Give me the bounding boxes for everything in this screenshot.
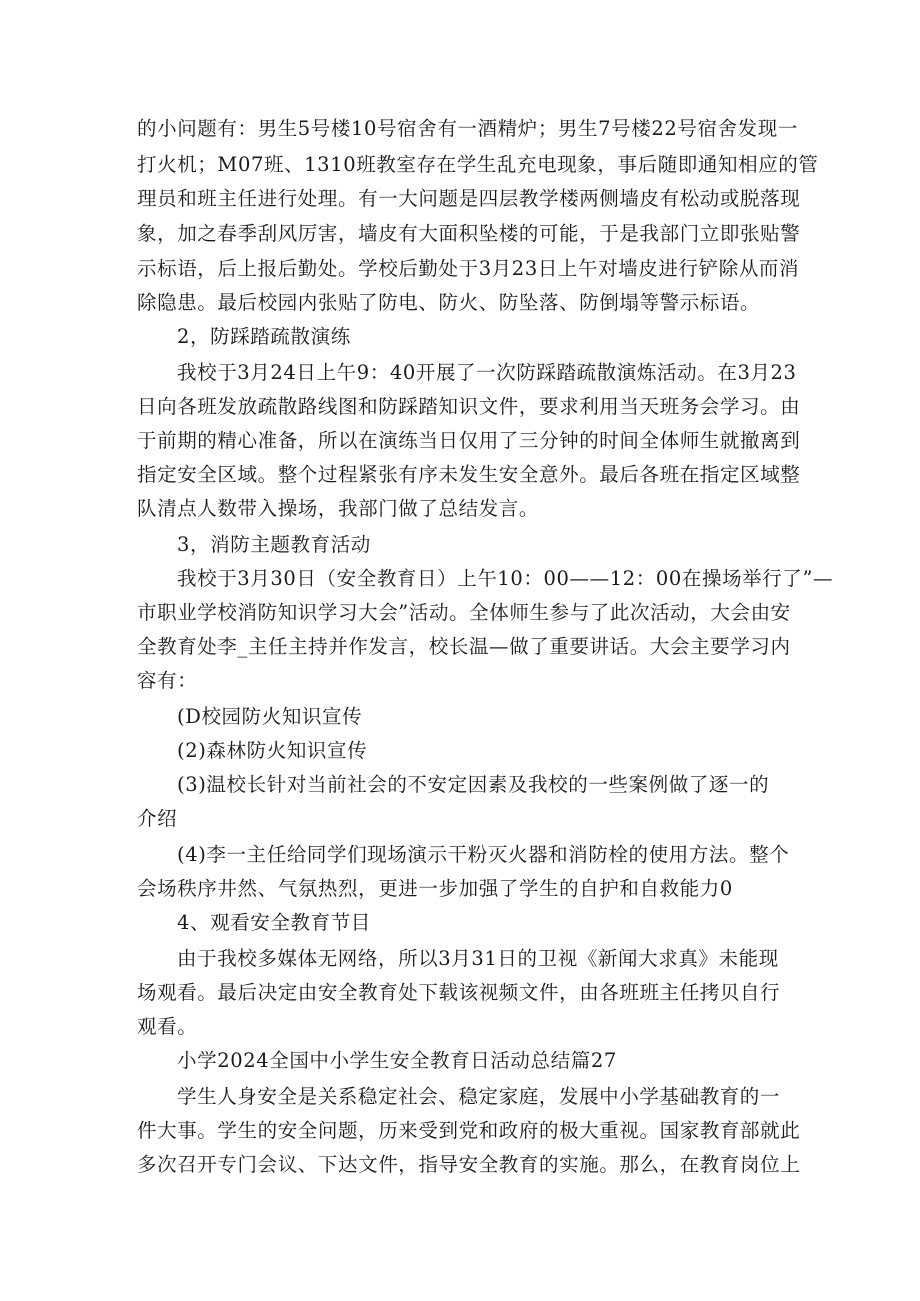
list-item: (4)李一主任给同学们现场演示干粉灭火器和消防栓的使用方法。整个 bbox=[177, 843, 790, 866]
section-heading: 4、观看安全教育节目 bbox=[177, 911, 371, 934]
body-line: 日向各班发放疏散路线图和防踩踏知识文件，要求利用当天班务会学习。由 bbox=[137, 395, 801, 418]
list-item-continuation: 介绍 bbox=[137, 807, 178, 830]
body-line: 学生人身安全是关系稳定社会、稳定家庭，发展中小学基础教育的一 bbox=[177, 1085, 781, 1108]
body-line: 由于我校多媒体无网络，所以3月31日的卫视《新闻大求真》未能现 bbox=[177, 947, 779, 970]
body-line: 观看。 bbox=[137, 1015, 198, 1038]
body-line: 于前期的精心准备，所以在演练当日仅用了三分钟的时间全体师生就撤离到 bbox=[137, 429, 801, 452]
body-line: 象，加之春季刮风厉害，墙皮有大面积坠楼的可能，于是我部门立即张贴警 bbox=[137, 222, 801, 245]
article-title: 小学2024全国中小学生安全教育日活动总结篇27 bbox=[177, 1049, 617, 1072]
body-line: 市职业学校消防知识学习大会”活动。全体师生参与了此次活动，大会由安 bbox=[137, 601, 791, 624]
body-line: 全教育处李_主任主持并作发言，校长温—做了重要讲话。大会主要学习内 bbox=[137, 635, 791, 658]
list-item-continuation: 会场秩序井然、气氛热烈，更进一步加强了学生的自护和自救能力0 bbox=[137, 877, 733, 900]
body-line: 除隐患。最后校园内张贴了防电、防火、防坠落、防倒塌等警示标语。 bbox=[137, 291, 761, 314]
body-line: 场观看。最后决定由安全教育处下载该视频文件，由各班班主任拷贝自行 bbox=[137, 981, 781, 1004]
list-item: (3)温校长针对当前社会的不安定因素及我校的一些案例做了逐一的 bbox=[177, 773, 770, 796]
body-line: 多次召开专门会议、下达文件，指导安全教育的实施。那么，在教育岗位上 bbox=[137, 1153, 801, 1176]
body-line: 我校于3月24日上午9：40开展了一次防踩踏疏散演炼活动。在3月23 bbox=[177, 361, 797, 384]
body-line: 容有： bbox=[137, 669, 198, 692]
body-line: 理员和班主任进行处理。有一大问题是四层教学楼两侧墙皮有松动或脱落现 bbox=[137, 187, 801, 210]
body-line: 打火机；M07班、1310班教室存在学生乱充电现象，事后随即通知相应的管 bbox=[137, 153, 819, 176]
section-heading: 2，防踩踏疏散演练 bbox=[177, 325, 351, 348]
body-line: 队清点人数带入操场，我部门做了总结发言。 bbox=[137, 497, 540, 520]
body-line: 我校于3月30日（安全教育日）上午10：00——12：00在操场举行了”— bbox=[177, 567, 834, 590]
list-item: (D校园防火知识宣传 bbox=[177, 705, 363, 728]
body-line: 指定安全区域。整个过程紧张有序未发生安全意外。最后各班在指定区域整 bbox=[137, 463, 801, 486]
body-line: 件大事。学生的安全问题，历来受到党和政府的极大重视。国家教育部就此 bbox=[137, 1119, 801, 1142]
body-line: 的小问题有：男生5号楼10号宿舍有一酒精炉；男生7号楼22号宿舍发现一 bbox=[137, 117, 798, 140]
section-heading: 3，消防主题教育活动 bbox=[177, 533, 371, 556]
list-item: (2)森林防火知识宣传 bbox=[177, 739, 368, 762]
body-line: 示标语，后上报后勤处。学校后勤处于3月23日上午对墙皮进行铲除从而消 bbox=[137, 257, 800, 280]
